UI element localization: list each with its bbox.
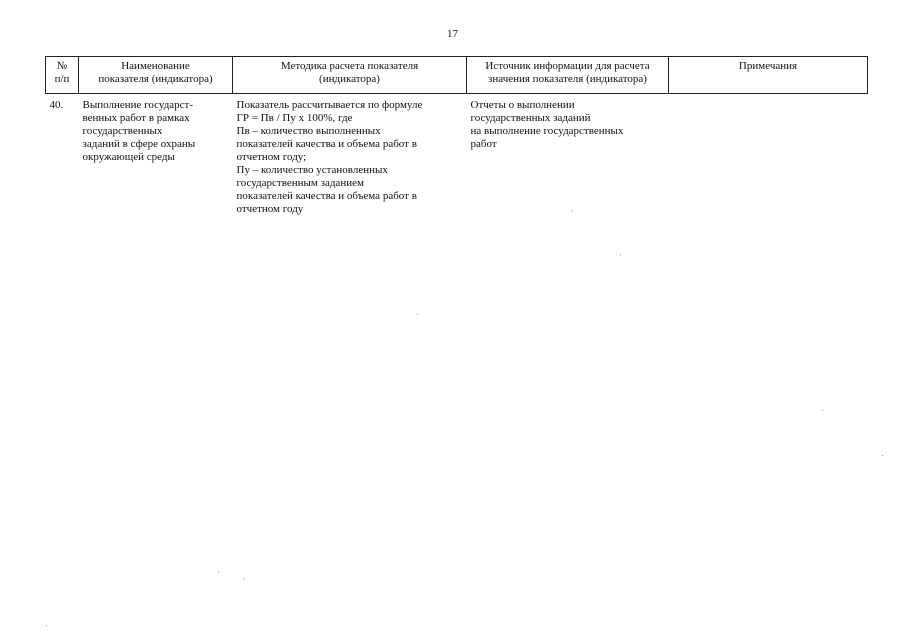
scan-speck: [822, 410, 823, 411]
row-notes: [669, 94, 868, 217]
header-notes: Примечания: [669, 57, 868, 94]
table-row: [46, 94, 868, 217]
scan-speck: [243, 578, 244, 579]
row-calculation-method: Показатель рассчитывается по формуле ГР = Пв / Пу х 100%, где Пв – количество выполненных показателей качества и объема работ в отчетном году; Пу – количество установленных государственным заданием показателей качества и объема работ в отчетном году: [236, 99, 423, 215]
scan-speck: [571, 210, 572, 211]
row-number: 40.: [49, 99, 64, 111]
scan-speck: [417, 314, 418, 315]
header-number: № п/п: [46, 57, 79, 94]
header-information-source: Источник информации для расчета значения показателя (индикатора): [467, 57, 669, 94]
table-header-row: [46, 57, 868, 94]
scan-speck: [882, 455, 883, 456]
row-information-source: Отчеты о выполнении государственных заданий на выполнение государственных работ: [470, 99, 624, 150]
header-calculation-method: Методика расчета показателя (индикатора): [233, 57, 467, 94]
indicators-table: [45, 56, 868, 216]
header-indicator-name: Наименование показателя (индикатора): [79, 57, 233, 94]
scan-speck: [46, 625, 47, 626]
page-number: 17: [447, 28, 458, 40]
scan-speck: [218, 572, 219, 573]
row-indicator-name: Выполнение государст- венных работ в рамках государственных заданий в сфере охраны окружающей среды: [82, 99, 196, 163]
scan-speck: [620, 254, 621, 255]
